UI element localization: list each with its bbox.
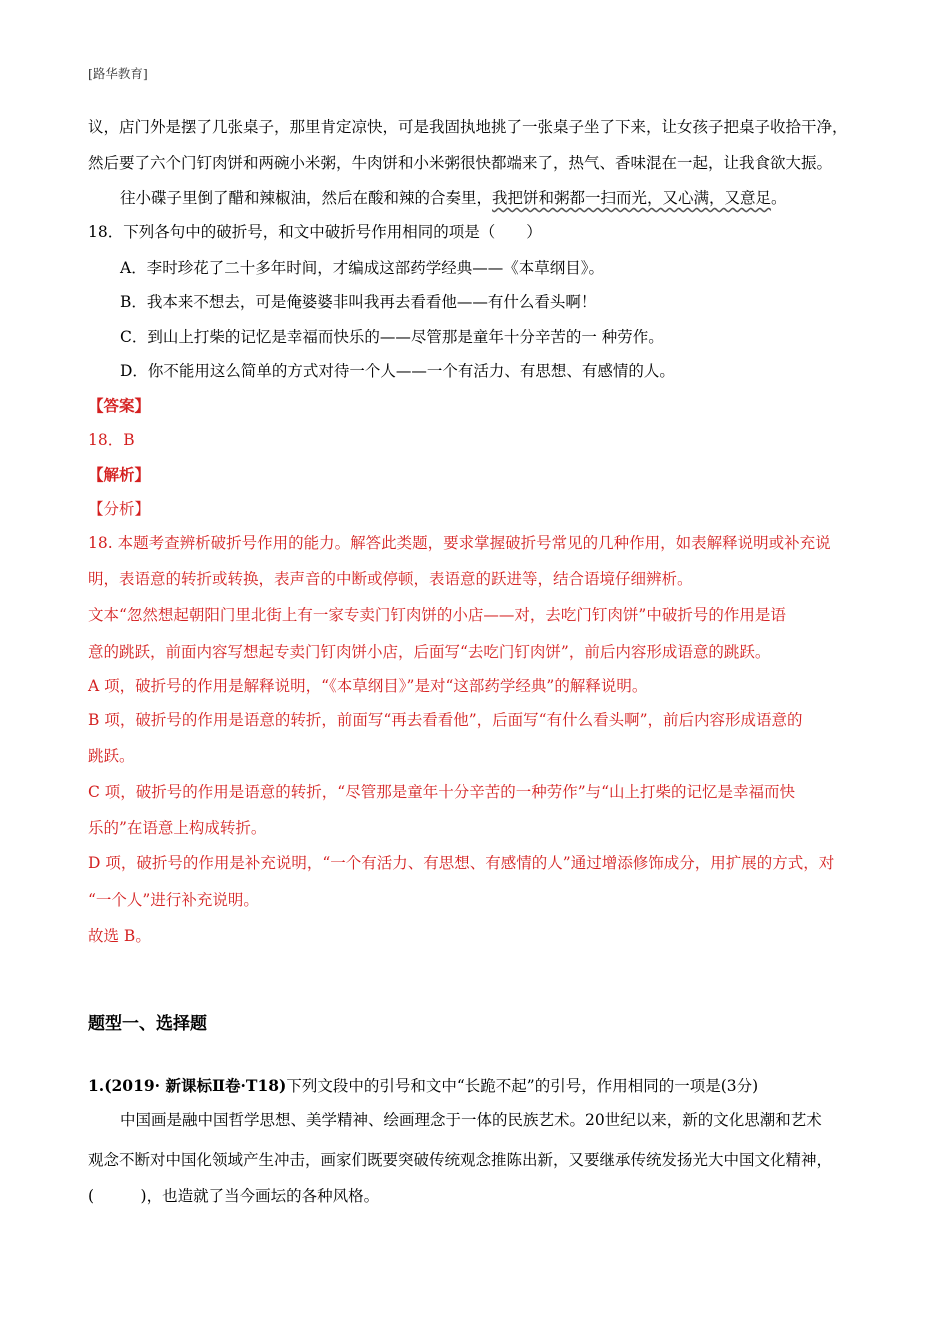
passage-line: 然后要了六个门钉肉饼和两碗小米粥，牛肉饼和小米粥很快都端来了，热气、香味混在一起，让我食欲大振。 xyxy=(88,154,833,172)
question-stem: 18．下列各句中的破折号，和文中破折号作用相同的项是（ ） xyxy=(88,223,542,241)
analysis-label: 【解析】 xyxy=(88,465,151,484)
analysis-line: C 项，破折号的作用是语意的转折，“尽管那是童年十分辛苦的一种劳作”与“山上打柴的记忆是幸福而快 xyxy=(88,783,796,801)
question-text: 下列文段中的引号和文中“长跪不起”的引号，作用相同的一项是(3分) xyxy=(286,1077,759,1095)
answer-label: 【答案】 xyxy=(88,396,151,415)
passage-line: 议，店门外是摆了几张桌子，那里肯定凉快，可是我固执地挑了一张桌子坐了下来，让女孩子把桌子收拾干净， xyxy=(88,118,848,136)
option-d: D．你不能用这么简单的方式对待一个人——一个有活力、有思想、有感情的人。 xyxy=(120,362,675,380)
analysis-line: “一个人”进行补充说明。 xyxy=(88,891,259,909)
option-a: A．李时珍花了二十多年时间，才编成这部药学经典——《本草纲目》。 xyxy=(120,259,604,277)
analysis-line: D 项，破折号的作用是补充说明，“一个有活力、有思想、有感情的人”通过增添修饰成分，用扩展的方式，对 xyxy=(88,854,835,872)
passage-line: 中国画是融中国哲学思想、美学精神、绘画理念于一体的民族艺术。20世纪以来，新的文化思潮和艺术 xyxy=(120,1111,822,1129)
page-header: [路华教育] xyxy=(88,66,148,81)
analysis-line: 明，表语意的转折或转换，表声音的中断或停顿，表语意的跃进等，结合语境仔细辨析。 xyxy=(88,570,693,588)
answer-value: 18．B xyxy=(88,431,135,449)
analysis-line: 跳跃。 xyxy=(88,747,135,765)
analysis-sub-label: 【分析】 xyxy=(88,500,151,518)
question-number: 1. xyxy=(88,1076,105,1095)
analysis-line: B 项，破折号的作用是语意的转折，前面写“再去看看他”，后面写“有什么看头啊”，前后内容形成语意的 xyxy=(88,711,803,729)
analysis-line: 文本“忽然想起朝阳门里北街上有一家专卖门钉肉饼的小店——对，去吃门钉肉饼”中破折号的作用是语 xyxy=(88,606,786,624)
passage-line xyxy=(120,188,787,208)
underlined-text: 我把饼和粥都一扫而光，又心满，又意足 xyxy=(492,189,772,207)
analysis-line: 乐的”在语意上构成转折。 xyxy=(88,819,267,837)
analysis-line: 故选 B。 xyxy=(88,927,151,945)
analysis-line: A 项，破折号的作用是解释说明，“《本草纲目》”是对“这部药学经典”的解释说明。 xyxy=(88,677,648,695)
passage-line: 观念不断对中国化领域产生冲击，画家们既要突破传统观念推陈出新，又要继承传统发扬光大中国文化精神， xyxy=(88,1151,833,1169)
passage-line: ( )，也造就了当今画坛的各种风格。 xyxy=(88,1187,380,1205)
passage-text: 往小碟子里倒了醋和辣椒油，然后在酸和辣的合奏里， xyxy=(120,189,493,207)
question-source: (2019· 新课标Ⅱ卷·T18) xyxy=(104,1076,287,1095)
analysis-line: 意的跳跃，前面内容写想起专卖门钉肉饼小店，后面写“去吃门钉肉饼”，前后内容形成语意的跳跃。 xyxy=(88,643,771,661)
option-b: B．我本来不想去，可是俺婆婆非叫我再去看看他——有什么看头啊！ xyxy=(120,293,597,311)
analysis-line: 18. 本题考查辨析破折号作用的能力。解答此类题，要求掌握破折号常见的几种作用，如表解释说明或补充说 xyxy=(88,534,831,552)
option-c: C．到山上打柴的记忆是幸福而快乐的——尽管那是童年十分辛苦的一 种劳作。 xyxy=(120,328,664,346)
question-1-stem xyxy=(88,1076,758,1096)
passage-text: 。 xyxy=(771,189,787,207)
section-title: 题型一、选择题 xyxy=(88,1014,207,1034)
